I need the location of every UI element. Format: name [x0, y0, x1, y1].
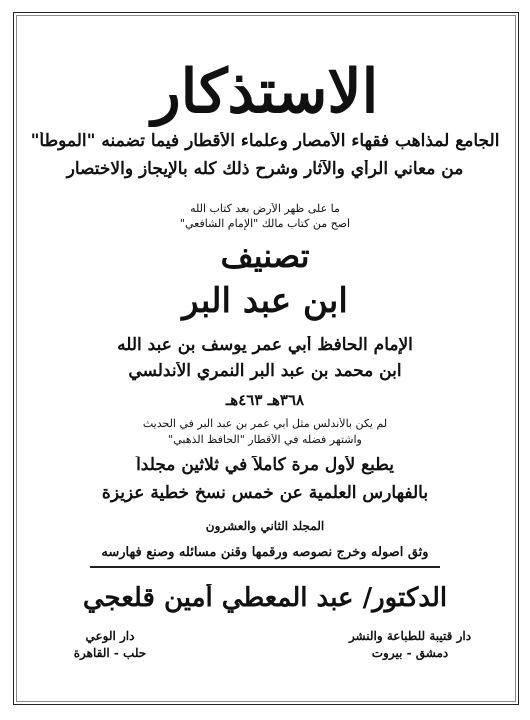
subtitle-line-2: من معاني الرأي والآثار وشرح ذلك كله بالإيجاز والاختصار [66, 160, 464, 179]
publisher-right-city: دمشق - بيروت [371, 645, 449, 660]
volume-label: المجلد الثاني والعشرون [205, 520, 325, 533]
publisher-left-name: دار الوعي [85, 629, 135, 643]
shafii-quote-line-1: ما على ظهر الأرض بعد كتاب الله [190, 203, 340, 215]
publisher-left [40, 628, 180, 662]
author-full-name-line-1: الإمام الحافظ أبي عمر يوسف بن عبد الله [117, 336, 413, 355]
publisher-right [330, 628, 490, 662]
dhahabi-quote-line-2: واشتهر فضله في الأقطار "الحافظ الذهبي" [168, 434, 362, 446]
author-name: ابن عبد البر [182, 282, 348, 321]
print-note-line-2: بالفهارس العلمية عن خمس نسخ خطية عزيزة [101, 484, 429, 503]
author-full-name-line-2: ابن محمد بن عبد البر النمري الأندلسي [128, 362, 402, 381]
subtitle-line-1: الجامع لمذاهب فقهاء الأمصار وعلماء الأقطار فيما تضمنه "الموطأ" [30, 132, 500, 151]
shafii-quote-line-2: أصح من كتاب مالك "الإمام الشافعي" [179, 218, 351, 230]
divider-rule [90, 566, 440, 568]
editor-name: الدكتور/ عبد المعطي أمين قلعجي [82, 584, 448, 613]
dhahabi-quote-line-1: لم يكن بالأندلس مثل أبي عمر بن عبد البر في الحديث [142, 418, 388, 430]
print-note-line-1: يطبع لأول مرة كاملاً في ثلاثين مجلداً [136, 456, 394, 475]
publisher-right-name: دار قتيبة للطباعة والنشر [348, 629, 472, 643]
editorial-work-line: وثق أصوله وخرج نصوصه ورقمها وقنن مسائله وصنع فهارسه [101, 546, 429, 560]
tasnif-heading: تصنيف [220, 238, 310, 275]
book-title: الاستذكار [151, 58, 379, 127]
author-dates: ٣٦٨هـ ٤٦٣هـ [225, 392, 305, 409]
publisher-left-city: حلب - القاهرة [73, 645, 147, 660]
